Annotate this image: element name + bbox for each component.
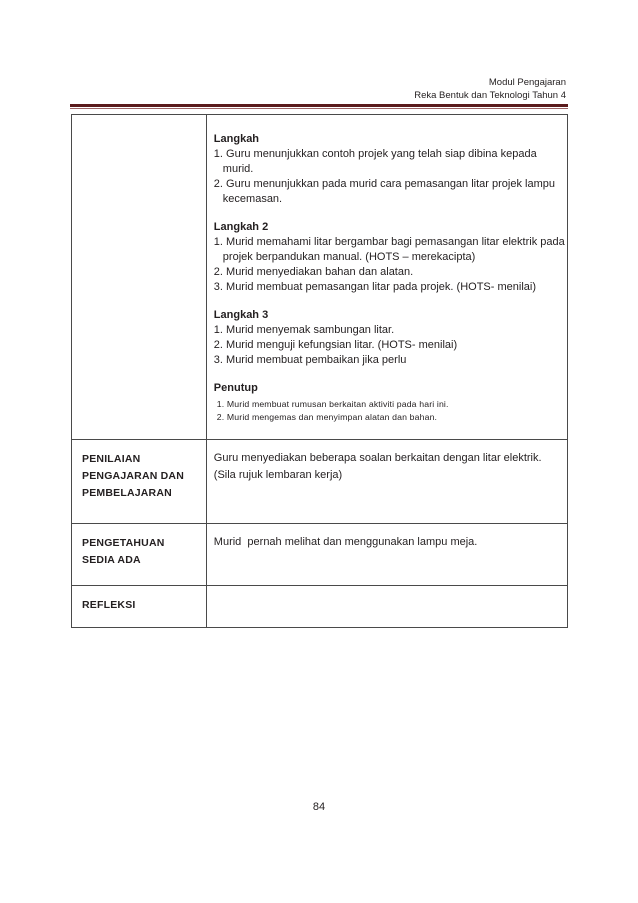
header-rule-thick: [70, 104, 568, 107]
lesson-plan-table: [71, 114, 568, 628]
penilaian-label-line: PEMBELAJARAN: [82, 487, 172, 499]
refleksi-label: REFLEKSI: [82, 599, 136, 611]
penilaian-label: [72, 440, 206, 502]
langkah3-item: 1. Murid menyemak sambungan litar.: [213, 324, 395, 336]
penutup-item: 1. Murid membuat rumusan berkaitan aktiviti pada hari ini.: [216, 399, 449, 409]
langkah2-title: Langkah 2: [213, 221, 269, 233]
page-number: 84: [312, 801, 326, 813]
penutup-title: Penutup: [213, 382, 258, 394]
langkah1-item: 1. Guru menunjukkan contoh projek yang telah siap dibina kepada murid.: [213, 148, 537, 175]
pengetahuan-label-line: SEDIA ADA: [82, 554, 141, 566]
langkah3-title: Langkah 3: [213, 309, 269, 321]
penilaian-label-line: PENILAIAN: [82, 453, 141, 465]
langkah1-title: Langkah: [213, 133, 260, 145]
langkah3-item: 3. Murid membuat pembaikan jika perlu: [213, 354, 407, 366]
penilaian-label-cell: [72, 440, 207, 524]
langkah2-item: 1. Murid memahami litar bergambar bagi pemasangan litar elektrik pada projek berpandukan manual. (HOTS – merekacipta): [213, 236, 565, 263]
langkah2-item: 3. Murid membuat pemasangan litar pada projek. (HOTS- menilai): [213, 281, 536, 293]
steps-content-cell: [206, 115, 567, 440]
refleksi-content-cell: [206, 586, 567, 628]
penutup-item: 2. Murid mengemas dan menyimpan alatan dan bahan.: [216, 412, 438, 422]
penutup-section: [214, 381, 567, 424]
table-row-penilaian: [72, 440, 568, 524]
langkah3-item: 2. Murid menguji kefungsian litar. (HOTS- menilai): [213, 339, 458, 351]
langkah1-item: 2. Guru menunjukkan pada murid cara pemasangan litar projek lampu kecemasan.: [213, 178, 555, 205]
langkah2-section: [214, 220, 567, 295]
header-subject-title: Reka Bentuk dan Teknologi Tahun 4: [414, 90, 566, 101]
table-row-steps: [72, 115, 568, 440]
langkah1-section: [214, 115, 567, 207]
table-row-refleksi: [72, 586, 568, 628]
header-module-title: Modul Pengajaran: [488, 77, 566, 88]
langkah3-section: [214, 308, 567, 368]
pengetahuan-label: [72, 524, 206, 569]
steps-label-cell: [72, 115, 207, 440]
table-row-pengetahuan: [72, 524, 568, 586]
penilaian-note: (Sila rujuk lembaran kerja): [213, 469, 343, 481]
penutup-list: [217, 398, 567, 424]
penilaian-label-line: PENGAJARAN DAN: [82, 470, 184, 482]
page-header: [414, 76, 566, 102]
refleksi-label-cell: [72, 586, 207, 628]
header-rule-thin: [70, 108, 568, 109]
pengetahuan-label-cell: [72, 524, 207, 586]
pengetahuan-text: Murid pernah melihat dan menggunakan lampu meja.: [213, 536, 478, 548]
penilaian-content-cell: [206, 440, 567, 524]
pengetahuan-content-cell: [206, 524, 567, 586]
penilaian-text: Guru menyediakan beberapa soalan berkaitan dengan litar elektrik.: [213, 452, 542, 464]
langkah2-item: 2. Murid menyediakan bahan dan alatan.: [213, 266, 414, 278]
pengetahuan-label-line: PENGETAHUAN: [82, 537, 165, 549]
